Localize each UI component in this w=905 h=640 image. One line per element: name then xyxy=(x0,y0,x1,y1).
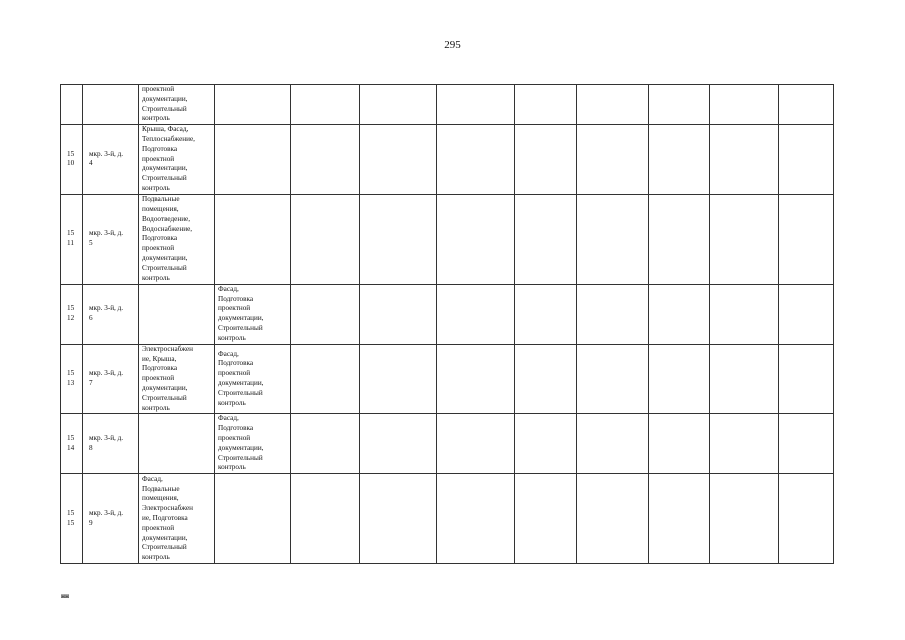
table-row xyxy=(61,194,834,284)
empty-cell xyxy=(360,414,437,474)
empty-cell xyxy=(577,284,649,344)
empty-cell xyxy=(710,85,779,125)
row-number-cell xyxy=(61,85,83,125)
page-number: 295 xyxy=(444,39,461,51)
empty-cell xyxy=(291,194,360,284)
works-cell xyxy=(215,125,291,195)
empty-cell xyxy=(291,414,360,474)
table-row xyxy=(61,85,834,125)
works-cell: Фасад, Подготовка проектной документации, Строительный контроль xyxy=(215,414,291,474)
works-cell: Фасад, Подвальные помещения, Электроснабжен ие, Подготовка проектной документации, Строительный контроль xyxy=(139,474,215,564)
empty-cell xyxy=(710,194,779,284)
empty-cell xyxy=(710,344,779,414)
empty-cell xyxy=(291,344,360,414)
address-cell: мкр. 3-й, д. 5 xyxy=(83,194,139,284)
empty-cell xyxy=(437,474,515,564)
works-cell xyxy=(139,284,215,344)
empty-cell xyxy=(360,344,437,414)
works-cell xyxy=(215,85,291,125)
empty-cell xyxy=(437,414,515,474)
address-cell: мкр. 3-й, д. 6 xyxy=(83,284,139,344)
empty-cell xyxy=(710,284,779,344)
works-table xyxy=(60,84,834,564)
empty-cell xyxy=(710,125,779,195)
empty-cell xyxy=(649,414,710,474)
address-cell xyxy=(83,85,139,125)
empty-cell xyxy=(649,474,710,564)
empty-cell xyxy=(577,85,649,125)
row-number-cell: 15 12 xyxy=(61,284,83,344)
empty-cell xyxy=(779,344,834,414)
empty-cell xyxy=(649,125,710,195)
works-cell: Крыша, Фасад, Теплоснабжение, Подготовка проектной документации, Строительный контроль xyxy=(139,125,215,195)
works-cell xyxy=(215,194,291,284)
empty-cell xyxy=(515,284,577,344)
empty-cell xyxy=(360,474,437,564)
empty-cell xyxy=(515,85,577,125)
table-row xyxy=(61,344,834,414)
empty-cell xyxy=(710,474,779,564)
empty-cell xyxy=(360,284,437,344)
empty-cell xyxy=(291,125,360,195)
address-cell: мкр. 3-й, д. 4 xyxy=(83,125,139,195)
row-number-cell: 15 15 xyxy=(61,474,83,564)
empty-cell xyxy=(779,85,834,125)
works-cell: Подвальные помещения, Водоотведение, Водоснабжение, Подготовка проектной документации, Строительный контроль xyxy=(139,194,215,284)
empty-cell xyxy=(577,194,649,284)
empty-cell xyxy=(779,414,834,474)
works-cell: проектной документации, Строительный контроль xyxy=(139,85,215,125)
address-cell: мкр. 3-й, д. 9 xyxy=(83,474,139,564)
empty-cell xyxy=(515,414,577,474)
footer-mark: нн xyxy=(61,592,70,600)
empty-cell xyxy=(437,85,515,125)
address-cell: мкр. 3-й, д. 8 xyxy=(83,414,139,474)
empty-cell xyxy=(577,344,649,414)
table-row xyxy=(61,284,834,344)
empty-cell xyxy=(779,125,834,195)
empty-cell xyxy=(360,194,437,284)
empty-cell xyxy=(515,474,577,564)
empty-cell xyxy=(710,414,779,474)
empty-cell xyxy=(515,344,577,414)
table-row xyxy=(61,125,834,195)
empty-cell xyxy=(291,474,360,564)
empty-cell xyxy=(577,474,649,564)
empty-cell xyxy=(779,194,834,284)
empty-cell xyxy=(577,125,649,195)
empty-cell xyxy=(437,194,515,284)
empty-cell xyxy=(437,125,515,195)
table-row xyxy=(61,474,834,564)
row-number-cell: 15 10 xyxy=(61,125,83,195)
works-cell xyxy=(215,474,291,564)
works-cell: Фасад, Подготовка проектной документации, Строительный контроль xyxy=(215,344,291,414)
empty-cell xyxy=(649,194,710,284)
works-cell: Фасад, Подготовка проектной документации, Строительный контроль xyxy=(215,284,291,344)
empty-cell xyxy=(360,125,437,195)
empty-cell xyxy=(649,85,710,125)
empty-cell xyxy=(291,85,360,125)
works-cell xyxy=(139,414,215,474)
address-cell: мкр. 3-й, д. 7 xyxy=(83,344,139,414)
works-cell: Электроснабжен ие, Крыша, Подготовка проектной документации, Строительный контроль xyxy=(139,344,215,414)
row-number-cell: 15 13 xyxy=(61,344,83,414)
empty-cell xyxy=(649,284,710,344)
table-row xyxy=(61,414,834,474)
empty-cell xyxy=(515,194,577,284)
empty-cell xyxy=(360,85,437,125)
empty-cell xyxy=(437,284,515,344)
row-number-cell: 15 14 xyxy=(61,414,83,474)
row-number-cell: 15 11 xyxy=(61,194,83,284)
empty-cell xyxy=(649,344,710,414)
empty-cell xyxy=(291,284,360,344)
empty-cell xyxy=(437,344,515,414)
empty-cell xyxy=(779,474,834,564)
empty-cell xyxy=(577,414,649,474)
empty-cell xyxy=(779,284,834,344)
empty-cell xyxy=(515,125,577,195)
